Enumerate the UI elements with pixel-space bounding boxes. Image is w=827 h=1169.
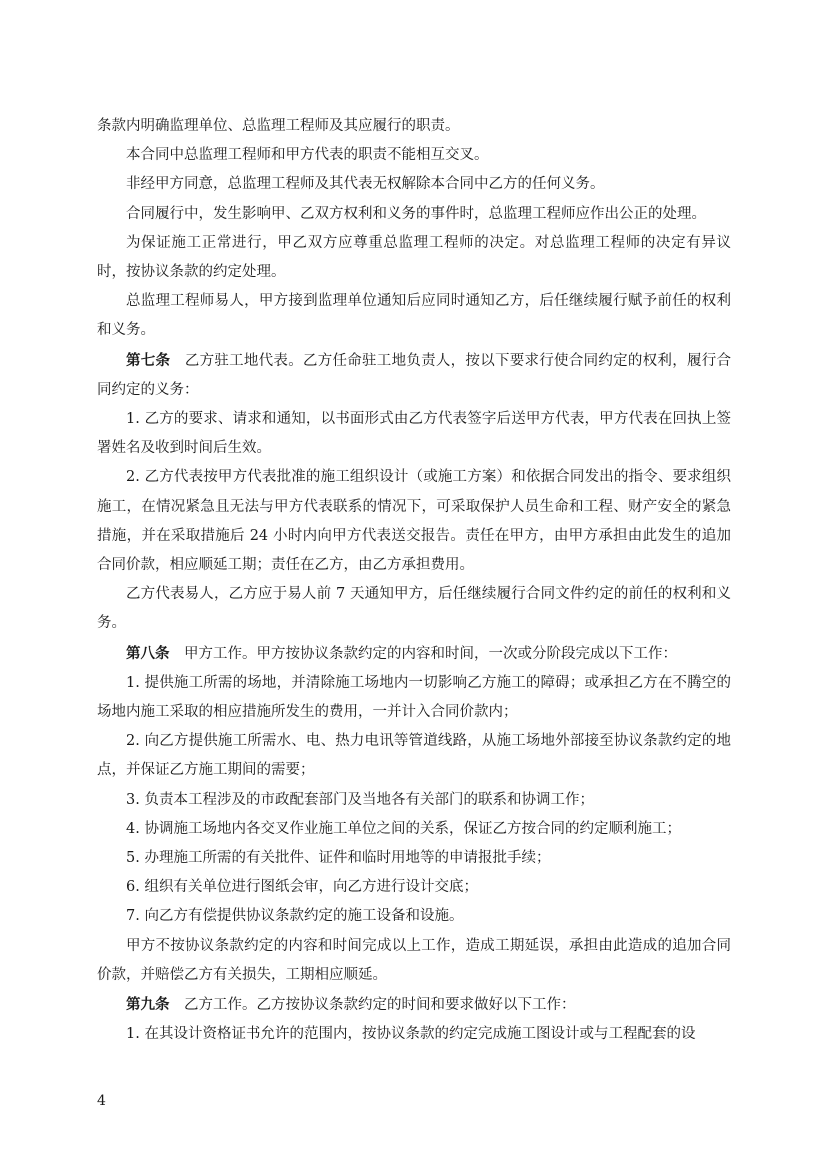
paragraph: 1. 在其设计资格证书允许的范围内，按协议条款的约定完成施工图设计或与工程配套的设 (126, 1026, 696, 1043)
paragraph: 4. 协调施工场地内各交叉作业施工单位之间的关系，保证乙方按合同的约定顺利施工； (126, 820, 681, 837)
paragraph: 乙方代表易人，乙方应于易人前 7 天通知甲方，后任继续履行合同文件约定的前任的权利和义务。 (97, 586, 731, 632)
paragraph: 为保证施工正常进行，甲乙双方应尊重总监理工程师的决定。对总监理工程师的决定有异议时，按协议条款的约定处理。 (97, 234, 731, 281)
article-title: 第九条 (126, 996, 170, 1014)
paragraph: 1. 乙方的要求、请求和通知，以书面形式由乙方代表签字后送甲方代表，甲方代表在回执上签署姓名及收到时间后生效。 (97, 411, 731, 457)
article-title: 第八条 (126, 644, 170, 662)
paragraph: 6. 组织有关单位进行图纸会审，向乙方进行设计交底； (126, 879, 478, 896)
page-number: 4 (97, 1093, 106, 1109)
article-title: 第七条 (126, 351, 171, 369)
paragraph: 2. 乙方代表按甲方代表批准的施工组织设计（或施工方案）和依据合同发出的指令、要求组织施工，在情况紧急且无法与甲方代表联系的情况下，可采取保护人员生命和工程、财产安全的紧急措施，并在采取措施后 24 小时内向甲方代表送交报告。责任在甲方，由甲方承担由此发生的追加合同价款，相应顺延工期；责任在乙方，由乙方承担费用。 (97, 469, 731, 574)
paragraph: 本合同中总监理工程师和甲方代表的职责不能相互交叉。 (126, 147, 489, 164)
article-paragraph: 第七条 乙方驻工地代表。乙方任命驻工地负责人，按以下要求行使合同约定的权利，履行合同约定的义务： (97, 351, 732, 398)
article-paragraph: 第八条 甲方工作。甲方按协议条款约定的内容和时间，一次或分阶段完成以下工作： (126, 644, 677, 662)
paragraph: 条款内明确监理单位、总监理工程师及其应履行的职责。 (97, 118, 460, 134)
paragraph: 非经甲方同意，总监理工程师及其代表无权解除本合同中乙方的任何义务。 (126, 176, 605, 193)
paragraph: 3. 负责本工程涉及的市政配套部门及当地各有关部门的联系和协调工作； (126, 791, 594, 808)
paragraph: 5. 办理施工所需的有关批件、证件和临时用地等的申请报批手续； (126, 850, 551, 867)
paragraph: 7. 向乙方有偿提供协议条款约定的施工设备和设施。 (126, 908, 464, 925)
body-text (97, 112, 731, 1050)
paragraph: 1. 提供施工所需的场地，并清除施工场地内一切影响乙方施工的障碍；或承担乙方在不腾空的场地内施工采取的相应措施所发生的费用，一并计入合同价款内； (97, 674, 731, 721)
paragraph: 总监理工程师易人，甲方接到监理单位通知后应同时通知乙方，后任继续履行赋予前任的权利和义务。 (97, 293, 731, 339)
paragraph: 甲方不按协议条款约定的内容和时间完成以上工作，造成工期延误，承担由此造成的追加合同价款，并赔偿乙方有关损失，工期相应顺延。 (97, 937, 731, 983)
paragraph: 2. 向乙方提供施工所需水、电、热力电讯等管道线路，从施工场地外部接至协议条款约定的地点，并保证乙方施工期间的需要； (97, 733, 731, 779)
article-paragraph: 第九条 乙方工作。乙方按协议条款约定的时间和要求做好以下工作： (126, 996, 576, 1014)
paragraph: 合同履行中，发生影响甲、乙双方权利和义务的事件时，总监理工程师应作出公正的处理。 (126, 205, 706, 222)
